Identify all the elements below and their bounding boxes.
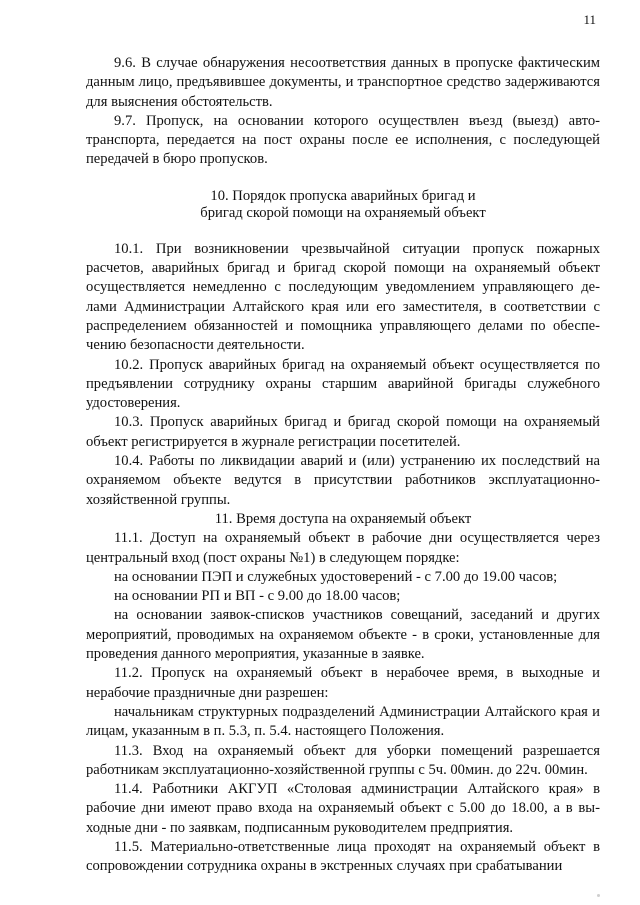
paragraph-11-4: 11.4. Работники АКГУП «Столовая администрации Алтайского края» в рабочие дни имеют право входа на охраняемый объект с 5.00 до 18.00, а в выходные дни - по заявкам, подписанным руководителем предприятия. xyxy=(86,781,600,836)
paragraph-9-7: 9.7. Пропуск, на основании которого осуществлен въезд (выезд) автотранспорта, передается на пост охраны после ее исполнения, с последующей передачей в бюро пропусков. xyxy=(86,112,600,168)
paragraph-11-1: 11.1. Доступ на охраняемый объект в рабочие дни осуществляется через центральный вход (пост охраны №1) в следующем порядке: xyxy=(86,530,600,566)
paragraph-11-2: 11.2. Пропуск на охраняемый объект в нерабочее время, в выходные и нерабочие праздничные дни разрешен: xyxy=(86,665,600,701)
section-heading-10 xyxy=(86,188,600,222)
page-number: 11 xyxy=(583,12,596,27)
scan-speck xyxy=(597,894,600,897)
paragraph-11-5: 11.5. Материально-ответственные лица проходят на охраняемый объект в сопровождении сотрудника охраны в экстренных случаях при срабатывании xyxy=(86,838,600,875)
paragraph-10-3: 10.3. Пропуск аварийных бригад и бригад скорой помощи на охраняемый объект регистрируется в журнале регистрации посетителей. xyxy=(86,414,600,450)
paragraph-9-6: 9.6. В случае обнаружения несоответствия данных в пропуске фактическим данным лицо, предъявившее документы, и транспортное средство задерживаются для выяснения обстоятельств. xyxy=(86,55,600,110)
paragraph-11-1-item-1: на основании ПЭП и служебных удостоверений - с 7.00 до 19.00 часов; xyxy=(114,568,558,585)
section-heading-10-line-2: бригад скорой помощи на охраняемый объект xyxy=(200,204,486,221)
paragraph-11-3: 11.3. Вход на охраняемый объект для уборки помещений разрешается работникам эксплуатационно-хозяйственной группы с 5ч. 00мин. до 22ч. 00мин. xyxy=(86,742,600,778)
paragraph-10-2: 10.2. Пропуск аварийных бригад на охраняемый объект осуществляется по предъявлении сотруднику охраны старшим аварийной бригады служебного удостоверения. xyxy=(86,356,600,412)
section-heading-11: 11. Время доступа на охраняемый объект xyxy=(214,510,472,527)
paragraph-10-1: 10.1. При возникновении чрезвычайной ситуации пропуск пожарных расчетов, аварийных бригад и бригад скорой помощи на охраняемый объект осуществляется немедленно с последующим уведомлением управляющего делами Администрации Алтайского края или его заместителя, в соответствии с распределением обязанностей и помощника управляющего делами по обеспечению безопасности деятельности. xyxy=(86,240,600,354)
paragraph-11-1-item-3: на основании заявок-списков участников совещаний, заседаний и других мероприятий, проводимых на охраняемом объекте - в сроки, установленные для проведения данного мероприятия, указанные в заявке. xyxy=(86,607,600,663)
section-heading-10-line-1: 10. Порядок пропуска аварийных бригад и xyxy=(210,187,476,204)
document-body xyxy=(86,54,600,877)
paragraph-11-1-item-2: на основании РП и ВП - с 9.00 до 18.00 часов; xyxy=(114,588,401,605)
paragraph-11-2-item-1: начальникам структурных подразделений Администрации Алтайского края и лицам, указанным в п. 5.3, п. 5.4. настоящего Положения. xyxy=(86,703,600,740)
paragraph-10-4: 10.4. Работы по ликвидации аварий и (или) устранению их последствий на охраняемом объекте ведутся в присутствии работников эксплуатационно-хозяйственной группы. xyxy=(86,453,600,508)
